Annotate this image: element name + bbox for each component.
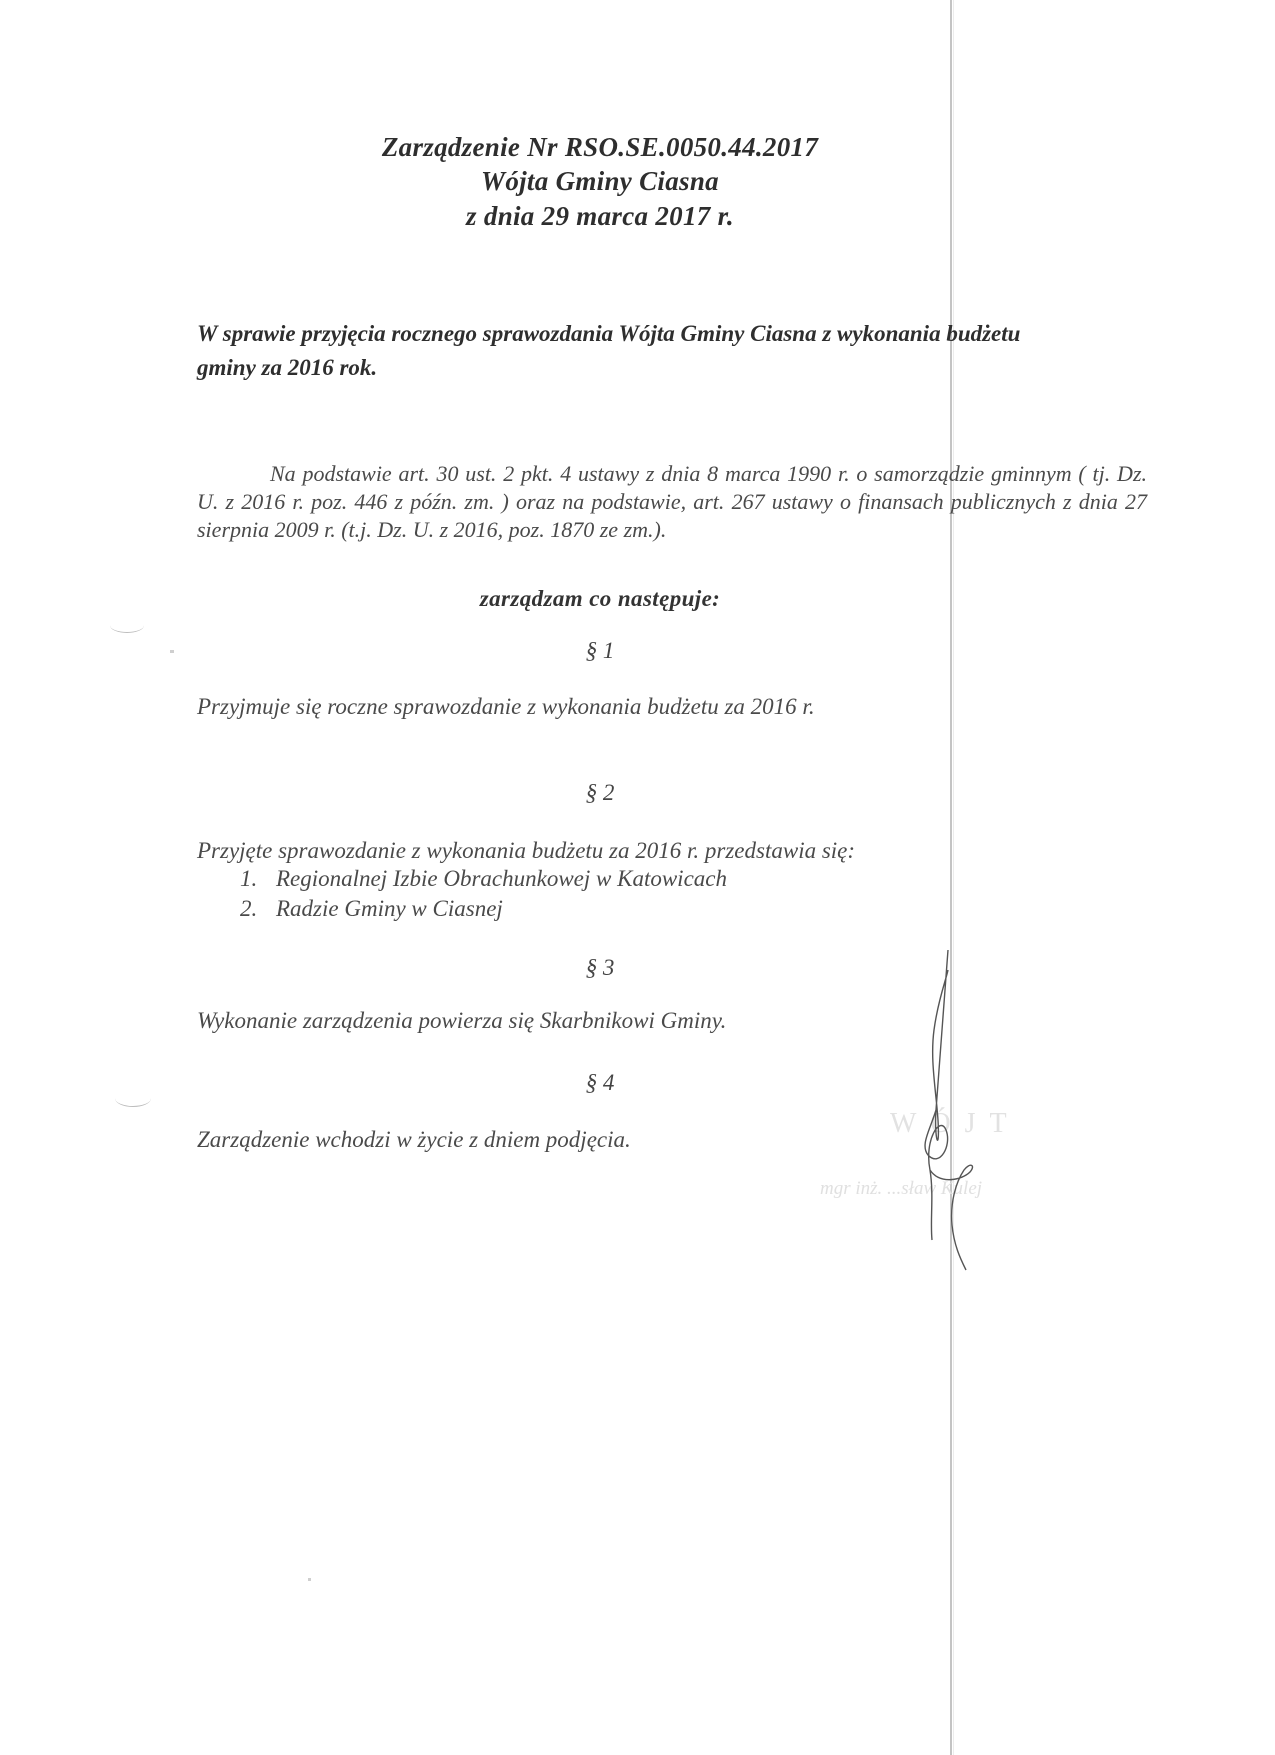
- document-date: z dnia 29 marca 2017 r.: [466, 201, 734, 231]
- scan-fold-line: [950, 0, 952, 1755]
- list-item: [240, 864, 727, 894]
- paragraph-3-text: Wykonanie zarządzenia powierza się Skarbnikowi Gminy.: [197, 1008, 727, 1033]
- paragraph-2-mark: § 2: [585, 780, 615, 805]
- paragraph-2-text: Przyjęte sprawozdanie z wykonania budżetu za 2016 r. przedstawia się:: [197, 838, 856, 863]
- paragraph-4-mark: § 4: [585, 1070, 615, 1095]
- issuer: Wójta Gminy Ciasna: [481, 166, 719, 196]
- paragraph-4-text: Zarządzenie wchodzi w życie z dniem podjęcia.: [197, 1127, 631, 1152]
- list-number: 1.: [240, 866, 258, 891]
- document-number: Zarządzenie Nr RSO.SE.0050.44.2017: [381, 132, 819, 162]
- paragraph-1-text: Przyjmuje się roczne sprawozdanie z wykonania budżetu za 2016 r.: [197, 694, 815, 719]
- legal-basis: Na podstawie art. 30 ust. 2 pkt. 4 ustawy z dnia 8 marca 1990 r. o samorządzie gminnym ( tj. Dz. U. z 2016 r. poz. 446 z późn. zm. ) oraz na podstawie, art. 267 ustawy o finansach publicznych z dnia 27 sierpnia 2009 r. (t.j. Dz. U. z 2016, poz. 1870 ze zm.).: [197, 461, 1147, 542]
- subject-line-1: W sprawie przyjęcia rocznego sprawozdania Wójta Gminy Ciasna z wykonania budżetu: [197, 321, 1021, 346]
- margin-scan-mark: [115, 1090, 151, 1107]
- paragraph-3-mark: § 3: [585, 955, 615, 980]
- decree-heading: zarządzam co następuje:: [479, 586, 721, 611]
- official-stamp-title: WÓJT: [890, 1108, 1021, 1139]
- official-stamp-name: mgr inż. ...sław Kulej: [820, 1178, 983, 1199]
- handwritten-signature: [900, 940, 1020, 1280]
- recipients-list: [240, 864, 727, 924]
- recipient-text: Regionalnej Izbie Obrachunkowej w Katowicach: [276, 866, 727, 891]
- scan-speck: [170, 650, 174, 653]
- recipient-text: Radzie Gminy w Ciasnej: [276, 896, 503, 921]
- list-number: 2.: [240, 896, 258, 921]
- paragraph-1-mark: § 1: [585, 638, 615, 663]
- subject-line-2: gminy za 2016 rok.: [197, 355, 378, 380]
- list-item: [240, 894, 727, 924]
- scan-speck: [308, 1578, 311, 1581]
- margin-scan-mark: [110, 618, 144, 633]
- scan-fold-shadow: [953, 0, 954, 1755]
